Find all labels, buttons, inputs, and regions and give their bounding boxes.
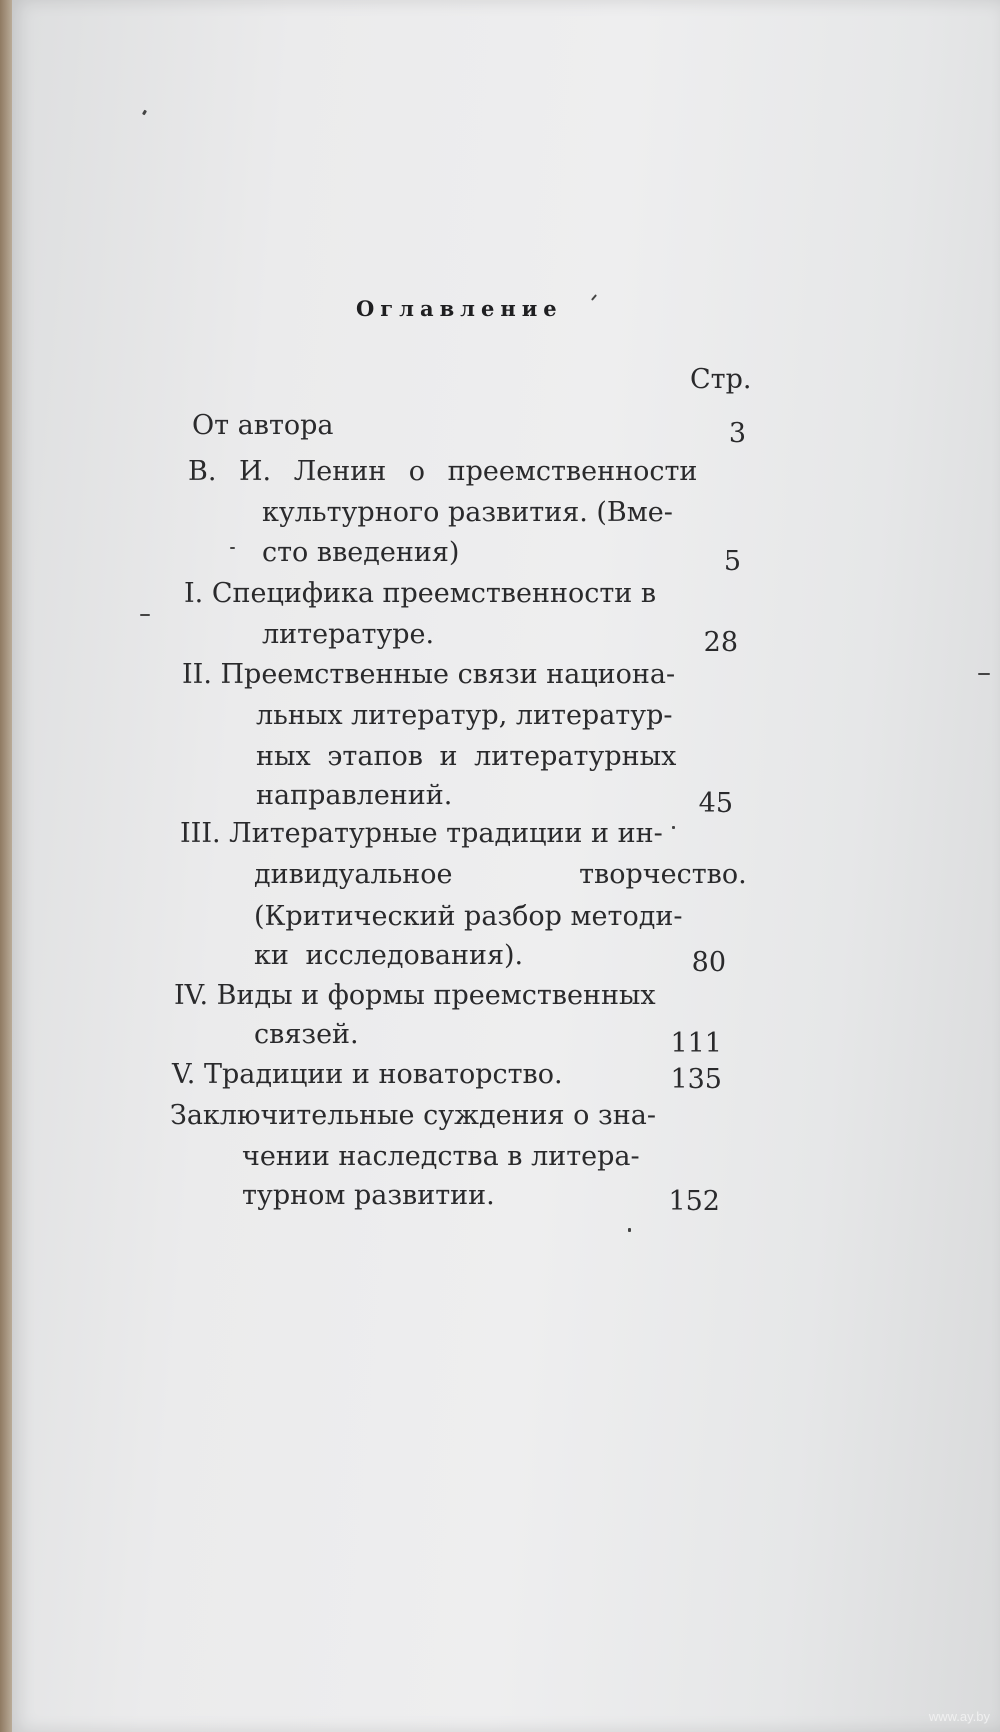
toc-entry-line: ки исследования). [254, 940, 524, 971]
toc-entry-line: сто введения) [262, 537, 460, 568]
toc-entry-line: литературе. [262, 619, 435, 650]
page-column-header: Стр. [690, 364, 752, 395]
toc-entry-page: 152 [668, 1186, 720, 1217]
toc-entry-line: От автора [192, 410, 334, 441]
toc-entry-page: 28 [703, 627, 738, 658]
toc-entry-page: 45 [698, 788, 733, 819]
toc-entry-page: 135 [670, 1064, 722, 1095]
toc-entry-line: турном развитии. [242, 1180, 495, 1211]
toc-entry-line: связей. [254, 1019, 359, 1050]
toc-entry-line: льных литератур, литератур- [256, 700, 673, 731]
dust-speck [230, 547, 235, 549]
toc-entry-line: (Критический разбор методи- [254, 901, 683, 932]
toc-entry-line: Заключительные суждения о зна- [170, 1100, 656, 1131]
toc-entry-line: V. Традиции и новаторство. [172, 1059, 563, 1090]
toc-entry-line: I. Специфика преемственности в [184, 578, 657, 609]
toc-entry-line: III. Литературные традиции и ин- [180, 818, 663, 849]
dust-speck [978, 673, 990, 675]
toc-entry-line: IV. Виды и формы преемственных [174, 980, 656, 1011]
toc-entry-page: 5 [723, 546, 741, 577]
dust-speck [140, 614, 150, 616]
toc-entry-page: 80 [691, 947, 726, 978]
toc-entry-line: направлений. [256, 780, 453, 811]
toc-entry-line: культурного развития. (Вме- [262, 497, 673, 528]
dust-speck [672, 826, 675, 829]
site-watermark: www.ay.by [928, 1709, 990, 1724]
dust-speck [628, 1228, 631, 1232]
toc-title: Оглавление [356, 296, 563, 321]
toc-entry-line: II. Преемственные связи национа- [182, 659, 676, 690]
toc-entry-page: 3 [728, 418, 746, 449]
toc-entry-line: дивидуальное творчество. [254, 859, 747, 890]
toc-entry-line: ных этапов и литературных [256, 741, 677, 772]
toc-entry-line: В. И. Ленин о преемственности [188, 456, 698, 487]
toc-entry-line: чении наследства в литера- [242, 1141, 640, 1172]
toc-entry-page: 111 [670, 1028, 722, 1059]
